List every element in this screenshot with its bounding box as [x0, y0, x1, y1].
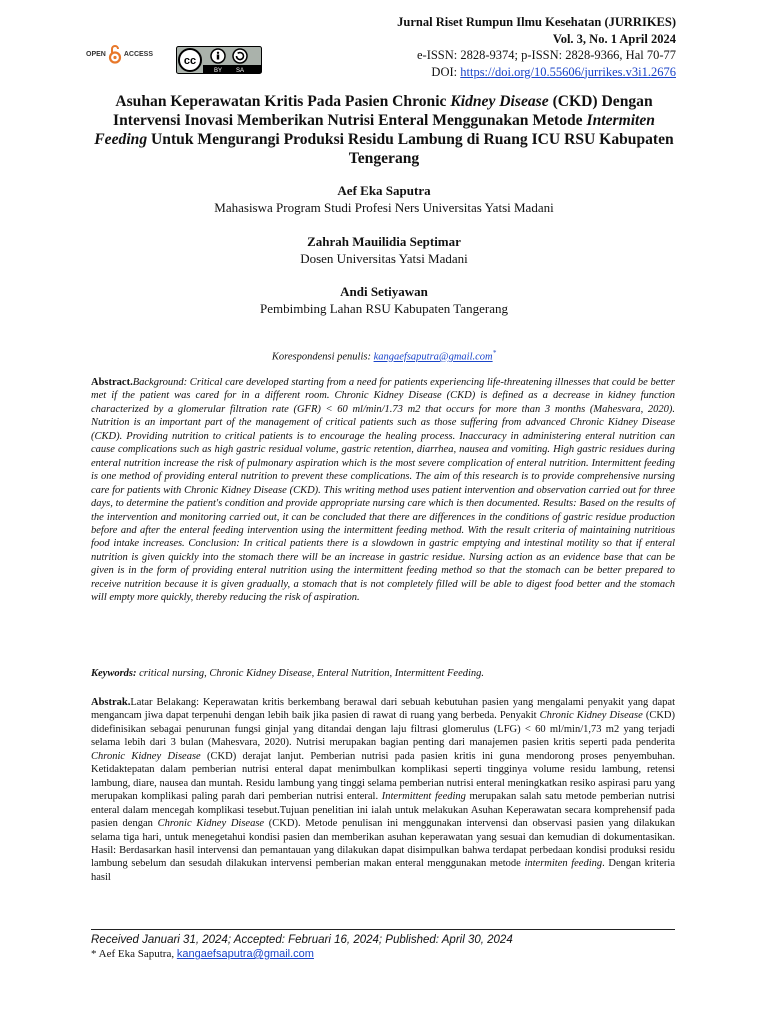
doi-link[interactable]: https://doi.org/10.55606/jurrikes.v3i1.2676	[460, 64, 676, 79]
abstract-label: Abstract.	[91, 377, 133, 388]
journal-header	[397, 14, 676, 80]
paper-title: Asuhan Keperawatan Kritis Pada Pasien Chronic Kidney Disease (CKD) Dengan Intervensi Inovasi Memberikan Nutrisi Enteral Menggunakan Metode Intermiten Feeding Untuk Mengurangi Produksi Residu Lambung di Ruang ICU RSU Kabupaten Tengerang	[94, 93, 674, 167]
open-access-logo	[86, 44, 153, 64]
footer-divider	[91, 929, 675, 930]
open-access-text-left: OPEN	[86, 50, 106, 58]
keywords	[91, 668, 675, 679]
footnote-email-link[interactable]: kangaefsaputra@gmail.com	[176, 948, 314, 960]
correspondence-mark: *	[492, 349, 497, 357]
cc-by-label: BY	[213, 68, 223, 74]
svg-text:cc: cc	[183, 55, 197, 67]
publication-dates: Received Januari 31, 2024; Accepted: Februari 16, 2024; Published: April 30, 2024	[91, 934, 513, 946]
journal-volume: Vol. 3, No. 1 April 2024	[552, 31, 676, 46]
author-name: Andi Setiyawan	[340, 284, 428, 299]
author-block-3	[90, 283, 678, 317]
journal-name: Jurnal Riset Rumpun Ilmu Kesehatan (JURRIKES)	[397, 15, 676, 29]
author-block-2	[90, 233, 678, 267]
journal-issn: e-ISSN: 2828-9374; p-ISSN: 2828-9366, Hal 70-77	[416, 48, 676, 62]
author-name: Zahrah Mauilidia Septimar	[307, 234, 461, 249]
page-footer	[91, 933, 513, 961]
open-lock-icon	[108, 44, 122, 64]
correspondence-line: Korespondensi penulis: kangaefsaputra@gmail.com*	[271, 349, 497, 363]
keywords-text: critical nursing, Chronic Kidney Disease, Enteral Nutrition, Intermittent Feeding.	[136, 668, 485, 679]
correspondence-email-link[interactable]: kangaefsaputra@gmail.com	[373, 351, 493, 363]
abstract-indonesian: Abstrak.Latar Belakang: Keperawatan kritis berkembang berawal dari sebuah kebutuhan pasien yang mengalami penyakit yang dapat mengancam jiwa dapat terpenuhi dengan lebih baik jika pasien di rawat di ruang yang berbeda. Penyakit Chronic Kidney Disease (CKD) didefinisikan sebagai penurunan fungsi ginjal yang ditandai dengan laju filtrasi glomerulus (LFG) < 60 ml/min/1,73 m2 yang terjadi selama lebih dari 3 bulan (Mahesvara, 2020). Nutrisi merupakan bagian penting dari manajemen pasien kritis seperti pada penderita Chronic Kidney Disease (CKD) derajat lanjut. Pemberian nutrisi pada pasien kritis ini guna mendorong proses penyembuhan. Ketidaktepatan dalam pemberian nutrisi enteral dapat menimbulkan komplikasi seperti tingginya volume residu lambung, retensi lambung, diare, nausea dan muntah. Residu lambung yang tinggi selama pemberian nutrisi enteral meningkatkan resiko aspirasi paru yang merupakan komplikasi paling parah dari pemberian nutrisi enteral. Intermittent feeding merupakan salah satu metode pemberian nutrisi enteral dalam mencegah komplikasi tesebut.Tujuan penelitian ini ialah untuk melakukan Asuhan Keperawatan secara komprehensif pada pasien dengan Chronic Kidney Disease (CKD). Metode penulisan ini menggunakan intervensi dan observasi pasien yang dilakukan selama tiga hari, untuk menegetahui kondisi pasien dan memberikan asuhan keperawatan yang sesuai dan kemudian di dokumentasikan. Hasil: Berdasarkan hasil intervensi dan pemantauan yang dilakukan dapat disimpulkan bahwa terdapat perbedaan kondisi produksi residu lambung sebelum dan sesudah dilakukan intervensi pemberian makan enteral menggunakan metode intermiten feeding. Dengan kriteria hasil	[91, 697, 676, 883]
author-affiliation: Pembimbing Lahan RSU Kabupaten Tangerang	[260, 301, 508, 316]
open-access-text-right: ACCESS	[123, 50, 154, 58]
journal-doi	[397, 64, 676, 81]
author-footnote: * Aef Eka Saputra, kangaefsaputra@gmail.com	[91, 948, 314, 960]
abstract-english	[91, 376, 675, 605]
abstrak-label: Abstrak.	[91, 697, 131, 708]
cc-by-sa-license-icon	[176, 46, 262, 74]
keywords-label: Keywords:	[91, 668, 137, 679]
author-name: Aef Eka Saputra	[337, 183, 431, 198]
abstract-text: Background: Critical care developed starting from a need for patients experiencing life-threatening illnesses that could be better met if the patient was cared for in a different room. Chronic Kidney Disease (CKD) is defined as a decrease in kidney function characterized by a glomerular filtration rate (GFR) < 60 ml/min/1.73 m2 that occurs for more than 3 months (Mahesvara, 2020). Nutrition is an important part of the management of critical patients such as those suffering from advanced Chronic Kidney Disease (CKD). Providing nutrition to critical patients is to encourage the healing process. Inaccuracy in administering enteral nutrition can cause complications such as high gastric residual volume, gastric retention, diarrhea, nausea and vomiting. High gastric residues during enteral nutrition increase the risk of pulmonary aspiration which is the most severe complication of enteral nutrition. Intermittent feeding is one method of providing enteral nutrition to prevent these complications. The aim of this research is to provide comprehensive nursing care for patients with Chronic Kidney Disease (CKD). This writing method uses patient intervention and observation carried out for three days, to determine the patient's condition and provide appropriate nursing care which is then documented. Results: Based on the results of the intervention and monitoring carried out, it can be concluded that there are differences in the conditions of gastric residue production before and after the enteral feeding intervention using the intermittent feeding method. With the result criteria of maintaining nutritious food intake increases. Conclusion: In critical patients there is a slowdown in gastric emptying and intestinal motility so that if enteral nutrition is given quickly into the stomach there will be an increase in gastric residue. Nursing action as an evidence base that can be given is in the form of providing enteral nutrition using the intermittent feeding method so that the stomach can be better prepared to receive nutrition because it is given gradually, a stomach that is not completely filled will be able to digest food better and the stomach will empty more quickly, thereby reducing the risk of aspiration.	[91, 377, 675, 604]
author-affiliation: Dosen Universitas Yatsi Madani	[300, 251, 468, 266]
doi-label: DOI:	[431, 64, 461, 79]
cc-sa-label: SA	[235, 68, 245, 74]
author-affiliation: Mahasiswa Program Studi Profesi Ners Universitas Yatsi Madani	[214, 200, 554, 215]
author-block-1	[90, 182, 678, 216]
